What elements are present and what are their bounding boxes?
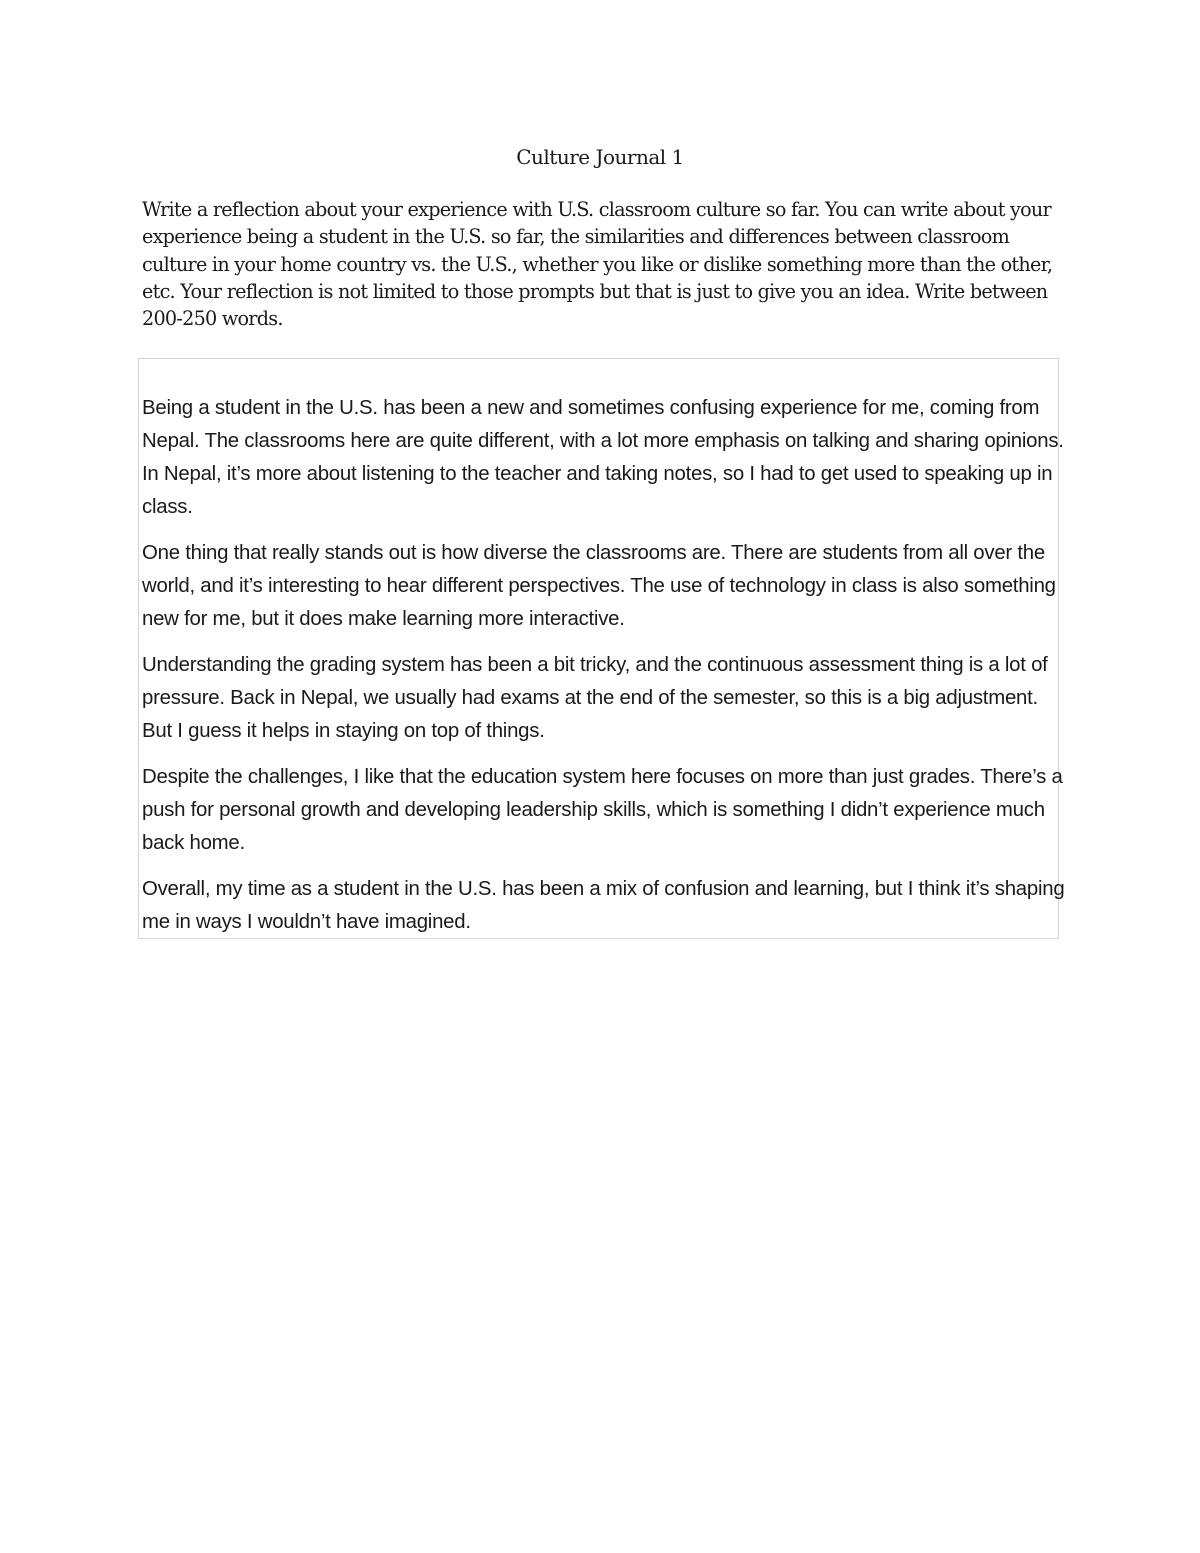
response-paragraph: Despite the challenges, I like that the education system here focuses on more than just grades. There’s a push for personal growth and developing leadership skills, which is something I didn’t experience much back home. bbox=[142, 766, 1063, 854]
response-paragraph: Being a student in the U.S. has been a new and sometimes confusing experience for me, coming from Nepal. The classrooms here are quite different, with a lot more emphasis on talking and sharing opinions. In Nepal, it’s more about listening to the teacher and taking notes, so I had to get used to speaking up in class. bbox=[142, 397, 1064, 518]
assignment-prompt: Write a reflection about your experience with U.S. classroom culture so far. You can write about your experience being a student in the U.S. so far, the similarities and differences between classroom culture in your home country vs. the U.S., whether you like or dislike something more than the other, etc. Your reflection is not limited to those prompts but that is just to give you an idea. Write between 200-250 words. bbox=[142, 198, 1053, 331]
response-paragraph: Overall, my time as a student in the U.S. has been a mix of confusion and learning, but I think it’s shaping me in ways I wouldn’t have imagined. bbox=[142, 878, 1065, 933]
document-title: Culture Journal 1 bbox=[516, 145, 684, 169]
response-paragraph: One thing that really stands out is how diverse the classrooms are. There are students from all over the world, and it’s interesting to hear different perspectives. The use of technology in class is also something new for me, but it does make learning more interactive. bbox=[142, 542, 1056, 630]
response-paragraph: Understanding the grading system has been a bit tricky, and the continuous assessment thing is a lot of pressure. Back in Nepal, we usually had exams at the end of the semester, so this is a big adjustment. But I guess it helps in staying on top of things. bbox=[142, 654, 1048, 742]
response-body bbox=[142, 392, 1072, 952]
